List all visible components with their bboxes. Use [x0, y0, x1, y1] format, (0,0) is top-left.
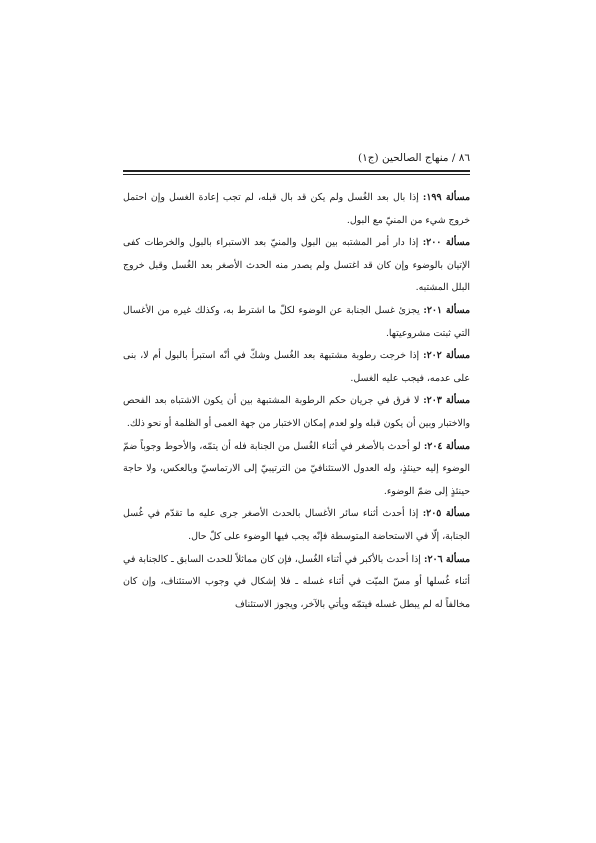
issue-text: إذا خرجت رطوبة مشتبهة بعد الغُسل وشكّ في أنّه استبرأ بالبول أم لا، بنى على عدمه، فيجب عليه الغسل.	[123, 350, 470, 384]
issue-label: مسألة ٢٠٠:	[422, 237, 471, 249]
issue-text: إذا أحدث بالأكبر في أثناء الغُسل، فإن كان مماثلاً للحدث السابق ـ كالجنابة في أثناء غُسلها أو مسّ الميّت في أثناء غسله ـ فلا إشكال في وجوب الاستئناف، وإن كان مخالفاً له لم يبطل غسله فيتمّه ويأتي بالآخر، ويجوز الاستئناف	[123, 553, 470, 610]
issue-199-paragraph	[123, 187, 470, 232]
issue-203-paragraph	[123, 390, 470, 435]
header-rule	[123, 170, 470, 175]
issue-label: مسألة ٢٠٦:	[423, 553, 471, 565]
issue-202-paragraph	[123, 345, 470, 390]
issue-206-paragraph	[123, 549, 470, 617]
running-header: ٨٦ / منهاج الصالحين (ج١)	[358, 152, 470, 164]
body-text	[123, 187, 470, 616]
issue-label: مسألة ٢٠٥:	[422, 508, 471, 520]
issue-label: مسألة ٢٠٣:	[423, 395, 470, 407]
issue-label: مسألة ١٩٩:	[422, 192, 471, 203]
issue-text: إذا بال بعد الغُسل ولم يكن قد بال قبله، لم تجب إعادة الغسل وإن احتمل خروج شيء من المنيّ مع البول.	[123, 192, 470, 226]
issue-text: لا فرق في جريان حكم الرطوبة المشتبهة بين أن يكون الاشتباه بعد الفحص والاختبار وبين أن يكون قبله ولو لعدم إمكان الاختبار من جهة العمى أو الظلمة أو نحو ذلك.	[123, 395, 470, 429]
issue-label: مسألة ٢٠١:	[423, 304, 470, 316]
issue-text: يجزئ غسل الجنابة عن الوضوء لكلّ ما اشترط به، وكذلك غيره من الأغسال التي ثبتت مشروعيتها.	[123, 304, 470, 339]
issue-label: مسألة ٢٠٢:	[423, 350, 470, 362]
book-page	[123, 150, 470, 616]
issue-text: إذا دار أمر المشتبه بين البول والمنيّ بعد الاستبراء بالبول والخرطات كفى الإتيان بالوضوء وإن كان قد اغتسل ولم يصدر منه الحدث الأصغر بعد الغُسل وقبل خروج البلل المشتبه.	[123, 237, 470, 294]
issue-200-paragraph	[123, 232, 470, 300]
issue-201-paragraph	[123, 300, 470, 345]
issue-text: إذا أحدث أثناء سائر الأغسال بالحدث الأصغر جرى عليه ما تقدّم في غُسل الجنابة، إلّا في الاستحاضة المتوسطة فإنّه يجب فيها الوضوء على كلّ حال.	[123, 508, 470, 542]
issue-205-paragraph	[123, 503, 470, 548]
issue-label: مسألة ٢٠٤:	[423, 440, 470, 452]
issue-text: لو أحدث بالأصغر في أثناء الغُسل من الجنابة فله أن يتمّه، والأحوط وجوباً ضمّ الوضوء إليه حينئذٍ، وله العدول الاستئنافيّ من الترتيبيّ إلى الارتماسيّ وبالعكس، ولا حاجة حينئذٍ إلى ضمّ الوضوء.	[123, 440, 470, 497]
issue-204-paragraph	[123, 436, 470, 504]
